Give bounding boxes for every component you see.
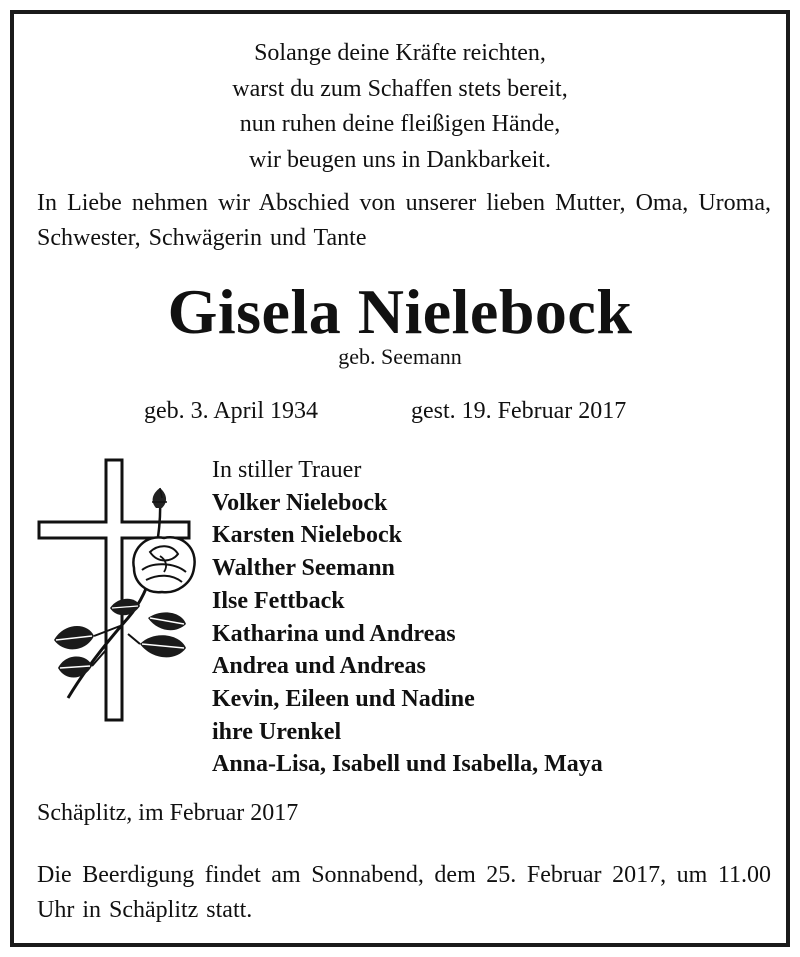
birth-date: geb. 3. April 1934 bbox=[144, 398, 318, 424]
mourner: Katharina und Andreas bbox=[212, 620, 456, 647]
obituary-notice bbox=[10, 10, 790, 947]
deceased-name: Gisela Nielebock bbox=[167, 276, 633, 347]
poem-line-4: wir beugen uns in Dankbarkeit. bbox=[249, 146, 551, 173]
funeral-notice: Die Beerdigung findet am Sonnabend, dem 25. Februar 2017, um 11.00 Uhr in Schäplitz statt. bbox=[37, 862, 771, 923]
mourner: Karsten Nielebock bbox=[212, 522, 402, 549]
poem-line-3: nun ruhen deine fleißigen Hände, bbox=[239, 111, 561, 137]
mourner: Kevin, Eileen und Nadine bbox=[212, 685, 475, 712]
mourner: Walther Seemann bbox=[212, 555, 395, 582]
birth-name: geb. Seemann bbox=[338, 344, 462, 369]
mourner: Andrea und Andreas bbox=[212, 653, 426, 680]
poem-line-2: warst du zum Schaffen stets bereit, bbox=[232, 75, 568, 102]
mourning-intro: In stiller Trauer bbox=[212, 457, 362, 483]
death-date: gest. 19. Februar 2017 bbox=[411, 398, 627, 424]
mourner: Ilse Fettback bbox=[212, 587, 345, 614]
cross-with-rose-icon bbox=[36, 458, 196, 726]
poem bbox=[14, 36, 786, 178]
mourner: Anna-Lisa, Isabell und Isabella, Maya bbox=[212, 751, 603, 778]
mourner: Volker Nielebock bbox=[212, 489, 388, 516]
mourner: ihre Urenkel bbox=[212, 718, 342, 745]
poem-line-1: Solange deine Kräfte reichten, bbox=[254, 40, 546, 66]
place-date: Schäplitz, im Februar 2017 bbox=[37, 800, 299, 826]
intro-text: In Liebe nehmen wir Abschied von unserer lieben Mutter, Oma, Uroma, Schwester, Schwägerin und Tante bbox=[37, 190, 771, 251]
mourners-list bbox=[212, 454, 603, 781]
